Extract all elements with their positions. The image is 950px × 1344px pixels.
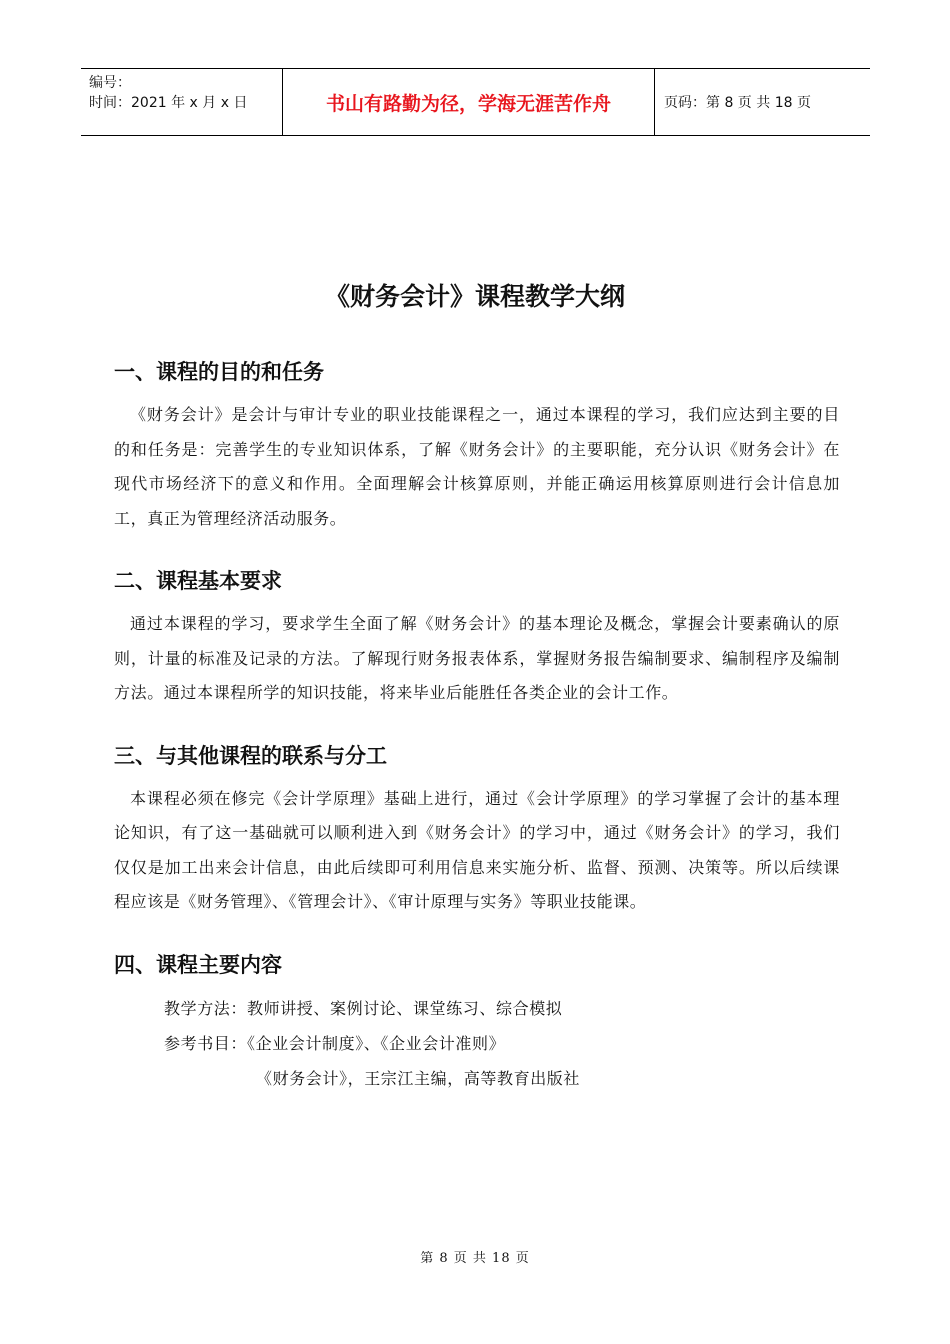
content-lines [114, 991, 840, 1096]
section-heading: 三、与其他课程的联系与分工 [114, 743, 387, 768]
section-requirements [114, 563, 840, 711]
page-footer: 第 8 页 共 18 页 [420, 1251, 530, 1266]
section-paragraph: 《财务会计》是会计与审计专业的职业技能课程之一，通过本课程的学习，我们应达到主要的目的和任务是：完善学生的专业知识体系，了解《财务会计》的主要职能，充分认识《财务会计》在现代市场经济下的意义和作用。全面理解会计核算原则，并能正确运用核算原则进行会计信息加工，真正为管理经济活动服务。 [114, 405, 840, 528]
teaching-methods-line: 教学方法：教师讲授、案例讨论、课堂练习、综合模拟 [164, 998, 563, 1018]
document-number-label: 编号： [89, 75, 131, 91]
section-relations [114, 738, 840, 920]
references-line: 参考书目：《企业会计制度》、《企业会计准则》 [164, 1033, 506, 1053]
document-body [114, 354, 840, 1096]
document-title: 《财务会计》课程教学大纲 [324, 282, 625, 311]
section-heading: 一、课程的目的和任务 [114, 360, 324, 384]
textbook-line: 《财务会计》，王宗江主编，高等教育出版社 [256, 1068, 581, 1088]
section-paragraph: 通过本课程的学习，要求学生全面了解《财务会计》的基本理论及概念，掌握会计要素确认的原则，计量的标准及记录的方法。了解现行财务报表体系，掌握财务报告编制要求、编制程序及编制方法。通过本课程所学的知识技能，将来毕业后能胜任各类企业的会计工作。 [114, 614, 840, 702]
section-heading: 四、课程主要内容 [114, 952, 282, 977]
header-motto-cell [282, 69, 655, 135]
document-date: 时间：2021 年 x 月 x 日 [89, 95, 248, 111]
section-main-content [114, 947, 840, 1096]
section-paragraph: 本课程必须在修完《会计学原理》基础上进行，通过《会计学原理》的学习掌握了会计的基本理论知识，有了这一基础就可以顺利进入到《财务会计》的学习中，通过《财务会计》的学习，我们仅仅是加工出来会计信息，由此后续即可利用信息来实施分析、监督、预测、决策等。所以后续课程应该是《财务管理》、《管理会计》、《审计原理与实务》等职业技能课。 [114, 788, 840, 911]
header-motto: 书山有路勤为径，学海无涯苦作舟 [325, 92, 611, 115]
section-purpose [114, 354, 840, 536]
header-left-cell [81, 69, 282, 135]
section-heading: 二、课程基本要求 [114, 569, 282, 593]
header-page-cell [655, 69, 870, 135]
page-header [81, 68, 870, 136]
header-page-info: 页码：第 8 页 共 18 页 [664, 95, 811, 111]
